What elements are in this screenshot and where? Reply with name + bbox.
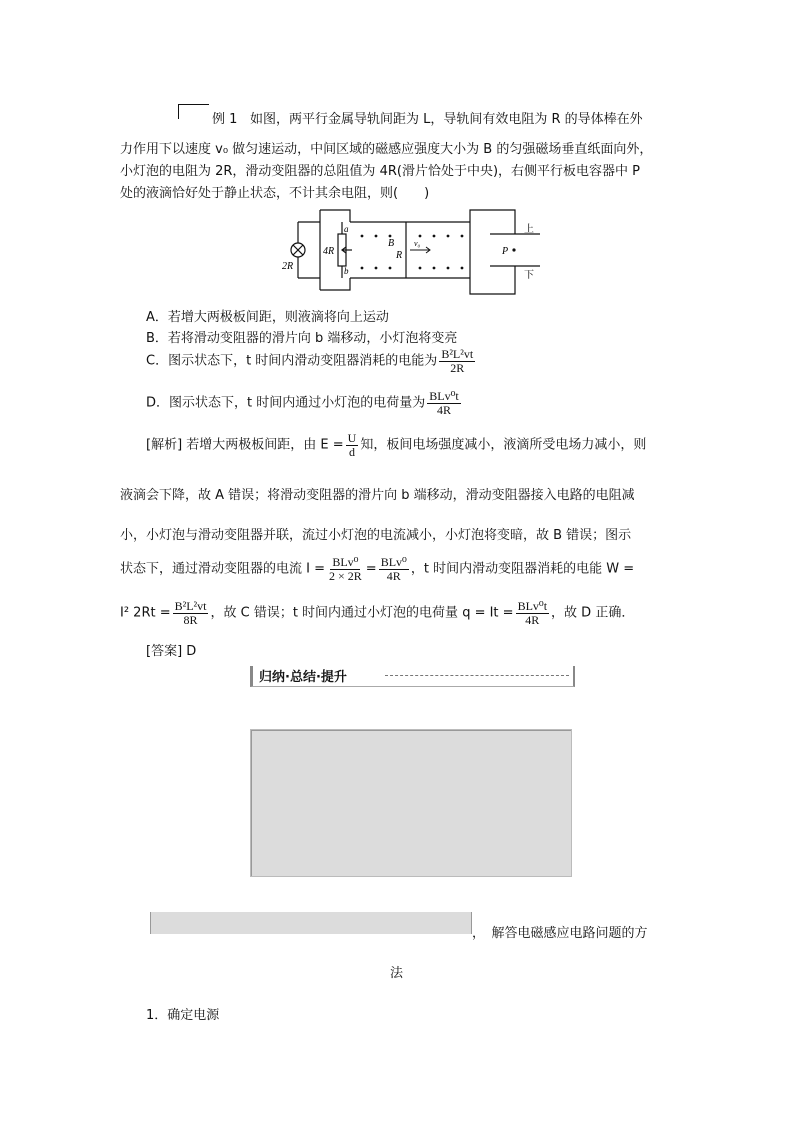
example-bracket — [178, 104, 209, 119]
option-C-denominator: 2R — [450, 360, 465, 375]
summary-divider — [385, 675, 569, 676]
example-line-1: 如图，两平行金属导轨间距为 L，导轨间有效电阻为 R 的导体棒在外 — [250, 112, 643, 127]
example-line-4: 处的液滴恰好处于静止状态，不计其余电阻，则( ) — [120, 186, 430, 201]
lamp-resistance-label: 2R — [282, 261, 294, 272]
option-B: B．若将滑动变阻器的滑片向 b 端移动，小灯泡将变亮 — [146, 331, 458, 346]
image-placeholder — [250, 729, 572, 877]
lower-plate-label: 下 — [524, 270, 534, 281]
method-heading: ， 解答电磁感应电路问题的方 — [472, 926, 648, 941]
option-D-denominator: 4R — [436, 402, 451, 417]
option-C-numerator: B²L²vt — [441, 347, 474, 361]
answer: [答案] D — [146, 644, 197, 659]
terminal-b-label: b — [344, 266, 349, 276]
analysis-line-5: I² 2Rt = $\frac{\text{B²L²vt}}{8R}$ ，故 C 错误；t 时间内通过小灯泡的电荷量 q = It = $\frac{\text{BLv⁰t}}{4R}$ ，故 D 正确． — [120, 599, 635, 627]
example-line-3: 小灯泡的电阻为 2R，滑动变阻器的总阻值为 4R(滑片恰处于中央)，右侧平行板电容器中 P — [120, 164, 640, 179]
heading-placeholder-bar — [150, 912, 472, 934]
lamp-icon — [291, 243, 305, 257]
summary-title: 归纳·总结·提升 — [259, 670, 347, 685]
example-line-2: 力作用下以速度 v₀ 做匀速运动，中间区域的磁感应强度大小为 B 的匀强磁场垂直纸面向外， — [120, 142, 653, 157]
analysis-line-4: 状态下，通过滑动变阻器的电流 I = $\frac{\text{BLv⁰}}{2 \times 2R}$ = $\frac{\text{BLv⁰}}{4R}$ ，t 时间内滑动变阻器消耗的电能 W = — [120, 555, 635, 583]
circuit-diagram — [280, 202, 540, 302]
analysis-tag: [解析] — [146, 437, 183, 453]
option-D: D．图示状态下，t 时间内通过小灯泡的电荷量为 $\frac{\text{BLv⁰t}}{4R}$ — [146, 389, 459, 417]
point-P-label: P — [502, 246, 509, 257]
rheostat-resistance-label: 4R — [323, 246, 335, 257]
step-1: 1．确定电源 — [146, 1008, 220, 1023]
summary-header — [250, 666, 575, 687]
analysis-line-1: [解析] 若增大两极板间距，由 E = $\frac{U}{d}$ 知，板间电场强度减小，液滴所受电场力减小，则 — [146, 431, 647, 459]
analysis-line-2: 液滴会下降，故 A 错误；将滑动变阻器的滑片向 b 端移动，滑动变阻器接入电路的电阻减 — [120, 488, 635, 503]
option-D-numerator: BLv⁰t — [429, 389, 459, 403]
velocity-label: v₀ — [414, 239, 421, 248]
option-C: C．图示状态下，t 时间内滑动变阻器消耗的电能为 $\frac{\text{B²L²vt}}{2R}$ — [146, 347, 474, 375]
terminal-a-label: a — [344, 224, 349, 234]
example-label: 例 1 — [212, 112, 238, 127]
rod-R-label: R — [396, 250, 403, 261]
method-heading-line-2: 法 — [390, 966, 404, 981]
field-B-label: B — [388, 238, 395, 249]
option-A: A．若增大两极板间距，则液滴将向上运动 — [146, 310, 389, 325]
analysis-line-3: 小，小灯泡与滑动变阻器并联，流过小灯泡的电流减小，小灯泡将变暗，故 B 错误；图示 — [120, 528, 632, 543]
upper-plate-label: 上 — [524, 224, 534, 235]
